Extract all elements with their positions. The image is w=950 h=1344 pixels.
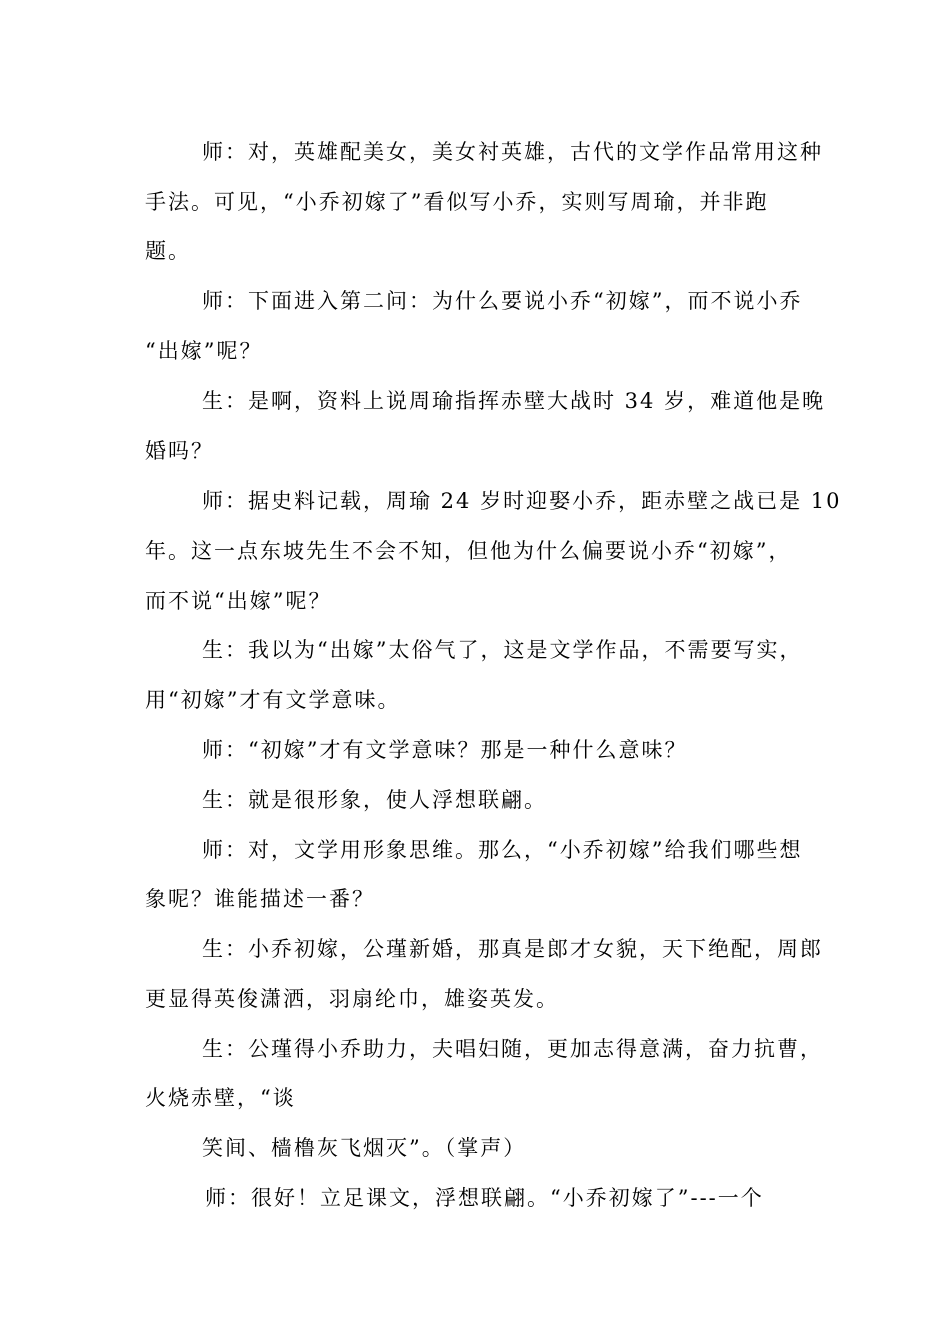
text-line: 师：对，英雄配美女，美女衬英雄，古代的文学作品常用这种 — [202, 140, 823, 164]
text-line: 生：就是很形象，使人浮想联翩。 — [202, 788, 547, 812]
text-line: 笑间、樯橹灰飞烟灭”。（掌声） — [202, 1136, 527, 1160]
text-line: 师：下面进入第二问：为什么要说小乔“初嫁”，而不说小乔 — [202, 289, 803, 313]
text-line: 师：很好！立足课文，浮想联翩。“小乔初嫁了”---一个 — [205, 1186, 764, 1210]
text-line: 题。 — [145, 239, 191, 263]
text-line: 年。这一点东坡先生不会不知，但他为什么偏要说小乔“初嫁”， — [145, 539, 792, 563]
text-line: 而不说“出嫁”呢？ — [145, 589, 332, 613]
text-line: 师：据史料记载，周瑜 24 岁时迎娶小乔，距赤壁之战已是 10 — [202, 489, 842, 513]
text-line: 手法。可见，“小乔初嫁了”看似写小乔，实则写周瑜，并非跑 — [145, 190, 769, 214]
text-line: “出嫁”呢？ — [145, 339, 263, 363]
text-line: 师：对，文学用形象思维。那么，“小乔初嫁”给我们哪些想 — [202, 838, 803, 862]
text-line: 生：小乔初嫁，公瑾新婚，那真是郎才女貌，天下绝配，周郎 — [202, 937, 823, 961]
text-line: 用“初嫁”才有文学意味。 — [145, 688, 401, 712]
text-line: 生：公瑾得小乔助力，夫唱妇随，更加志得意满，奋力抗曹， — [202, 1037, 823, 1061]
text-line: 师：“初嫁”才有文学意味？那是一种什么意味？ — [202, 738, 688, 762]
text-line: 火烧赤壁，“谈 — [145, 1086, 296, 1110]
text-line: 生：是啊，资料上说周瑜指挥赤壁大战时 34 岁，难道他是晚 — [202, 389, 826, 413]
text-line: 更显得英俊潇洒，羽扇纶巾，雄姿英发。 — [145, 987, 559, 1011]
text-line: 象呢？谁能描述一番？ — [145, 887, 375, 911]
text-line: 婚吗？ — [145, 439, 214, 463]
text-line: 生：我以为“出嫁”太俗气了，这是文学作品，不需要写实， — [202, 638, 803, 662]
